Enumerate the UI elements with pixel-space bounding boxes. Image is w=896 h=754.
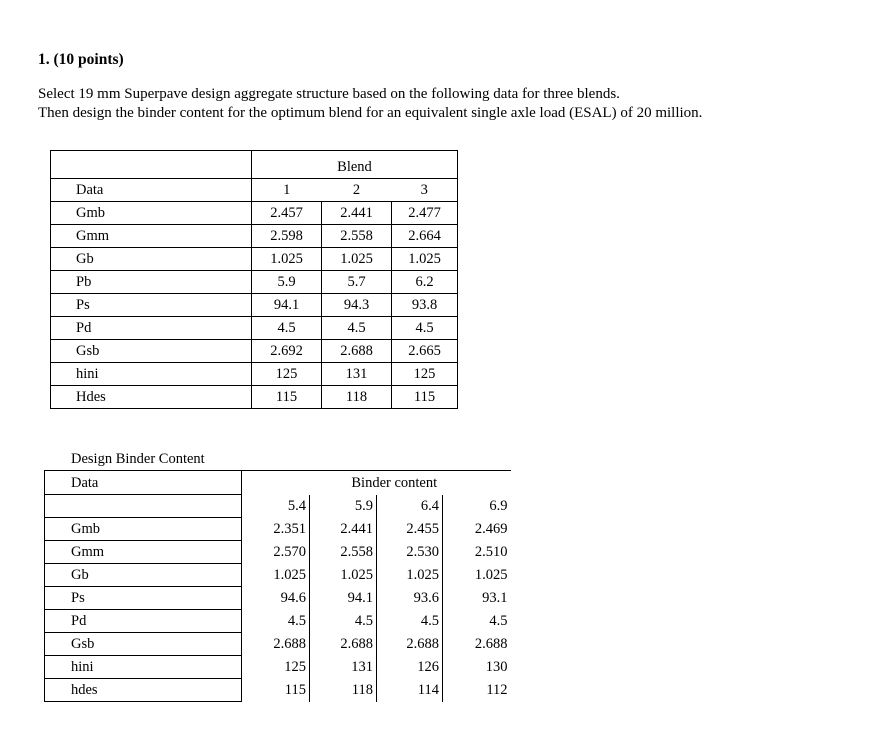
table-row xyxy=(45,541,511,564)
question-line-2: Then design the binder content for the optimum blend for an equivalent single axle load (ESAL) of 20 million. xyxy=(38,105,703,121)
table-cell: 2.688 xyxy=(310,633,377,656)
table-cell: 115 xyxy=(252,386,322,409)
row-label: Ps xyxy=(51,294,252,317)
table-cell: 94.3 xyxy=(322,294,392,317)
table-cell: 2.457 xyxy=(252,202,322,225)
table-cell: 118 xyxy=(310,679,377,702)
table-cell: 4.5 xyxy=(252,317,322,340)
table-cell: 2.688 xyxy=(242,633,310,656)
table2-group-header-row xyxy=(45,471,511,495)
table-row xyxy=(45,656,511,679)
question-text xyxy=(38,85,702,123)
table1-column-header: 3 xyxy=(392,179,458,202)
table-cell: 125 xyxy=(252,363,322,386)
table-row xyxy=(51,363,458,386)
question-title: 1. (10 points) xyxy=(38,51,124,68)
table-cell: 112 xyxy=(486,682,508,698)
table-cell: 4.5 xyxy=(489,613,508,629)
table1-group-header: Blend xyxy=(252,151,458,179)
table-cell: 4.5 xyxy=(242,610,310,633)
table-cell: 2.510 xyxy=(474,544,508,560)
table-cell: 115 xyxy=(242,679,310,702)
table2-column-header: 6.4 xyxy=(377,495,443,518)
table-row xyxy=(51,317,458,340)
table-cell: 2.664 xyxy=(392,225,458,248)
table-cell: 1.025 xyxy=(322,248,392,271)
table-cell: 2.477 xyxy=(392,202,458,225)
table2-group-header: Binder content xyxy=(242,471,511,495)
table-cell: 2.692 xyxy=(252,340,322,363)
table-cell: 94.1 xyxy=(310,587,377,610)
table-cell: 2.351 xyxy=(242,518,310,541)
binder-content-table xyxy=(44,470,511,702)
table-cell: 4.5 xyxy=(392,317,458,340)
table-cell: 2.688 xyxy=(322,340,392,363)
row-label: Gmb xyxy=(51,202,252,225)
row-label: Pd xyxy=(51,317,252,340)
table-row xyxy=(45,633,511,656)
table-cell: 5.9 xyxy=(252,271,322,294)
row-label: hini xyxy=(51,363,252,386)
row-label: Gmm xyxy=(51,225,252,248)
table-cell: 2.455 xyxy=(377,518,443,541)
table2-label-header: Data xyxy=(45,471,242,495)
row-label: Gsb xyxy=(51,340,252,363)
table1-label-header: Data xyxy=(51,179,252,202)
table-cell: 4.5 xyxy=(322,317,392,340)
table-row xyxy=(45,679,511,702)
design-binder-content-caption: Design Binder Content xyxy=(71,451,205,467)
table-cell: 6.2 xyxy=(392,271,458,294)
table-cell: 2.469 xyxy=(474,521,508,537)
table-row xyxy=(51,294,458,317)
table-cell: 2.558 xyxy=(310,541,377,564)
table1-column-header-row xyxy=(51,179,458,202)
table2-column-header: 5.9 xyxy=(310,495,377,518)
table-row xyxy=(45,564,511,587)
row-label: Ps xyxy=(45,587,242,610)
row-label: hini xyxy=(45,656,242,679)
table-cell: 131 xyxy=(310,656,377,679)
table-cell: 118 xyxy=(322,386,392,409)
table-cell: 1.025 xyxy=(474,567,508,583)
table1-column-header: 2 xyxy=(322,179,392,202)
table-cell: 94.1 xyxy=(252,294,322,317)
table-row xyxy=(51,340,458,363)
table-row xyxy=(45,518,511,541)
table-cell: 1.025 xyxy=(392,248,458,271)
table-cell: 131 xyxy=(322,363,392,386)
table-row xyxy=(51,248,458,271)
row-label: Gb xyxy=(45,564,242,587)
table-cell: 2.530 xyxy=(377,541,443,564)
row-label: Gb xyxy=(51,248,252,271)
table-cell: 2.665 xyxy=(392,340,458,363)
table-cell: 125 xyxy=(392,363,458,386)
table-cell: 2.598 xyxy=(252,225,322,248)
table-cell: 1.025 xyxy=(252,248,322,271)
table-cell: 5.7 xyxy=(322,271,392,294)
row-label: Pd xyxy=(45,610,242,633)
table-row xyxy=(51,225,458,248)
table-row xyxy=(51,271,458,294)
table-cell: 2.570 xyxy=(242,541,310,564)
table-cell: 130 xyxy=(485,659,508,675)
table-cell: 93.6 xyxy=(377,587,443,610)
table-cell: 2.688 xyxy=(474,636,508,652)
table-cell: 2.688 xyxy=(377,633,443,656)
table2-column-header: 6.9 xyxy=(489,498,508,514)
table-cell: 4.5 xyxy=(310,610,377,633)
question-line-1: Select 19 mm Superpave design aggregate structure based on the following data for three blends. xyxy=(38,86,620,102)
table-cell: 94.6 xyxy=(242,587,310,610)
table-cell: 1.025 xyxy=(310,564,377,587)
table-cell: 4.5 xyxy=(377,610,443,633)
row-label: hdes xyxy=(45,679,242,702)
row-label: Gmm xyxy=(45,541,242,564)
table-cell: 93.8 xyxy=(392,294,458,317)
table-row xyxy=(45,610,511,633)
row-label: Hdes xyxy=(51,386,252,409)
row-label: Pb xyxy=(51,271,252,294)
row-label: Gmb xyxy=(45,518,242,541)
table-cell: 126 xyxy=(377,656,443,679)
table-row xyxy=(51,386,458,409)
table-cell: 114 xyxy=(377,679,443,702)
table-row xyxy=(45,587,511,610)
table-cell: 2.441 xyxy=(310,518,377,541)
table1-group-header-row xyxy=(51,151,458,179)
table-cell: 115 xyxy=(392,386,458,409)
row-label: Gsb xyxy=(45,633,242,656)
table-cell: 2.441 xyxy=(322,202,392,225)
table-cell: 93.1 xyxy=(482,590,508,606)
table1-column-header: 1 xyxy=(252,179,322,202)
blend-data-table xyxy=(50,150,458,409)
table-cell: 1.025 xyxy=(377,564,443,587)
table-cell: 2.558 xyxy=(322,225,392,248)
table-cell: 125 xyxy=(242,656,310,679)
table2-column-header: 5.4 xyxy=(242,495,310,518)
table-cell: 1.025 xyxy=(242,564,310,587)
table-row xyxy=(51,202,458,225)
table2-column-header-row xyxy=(45,495,511,518)
